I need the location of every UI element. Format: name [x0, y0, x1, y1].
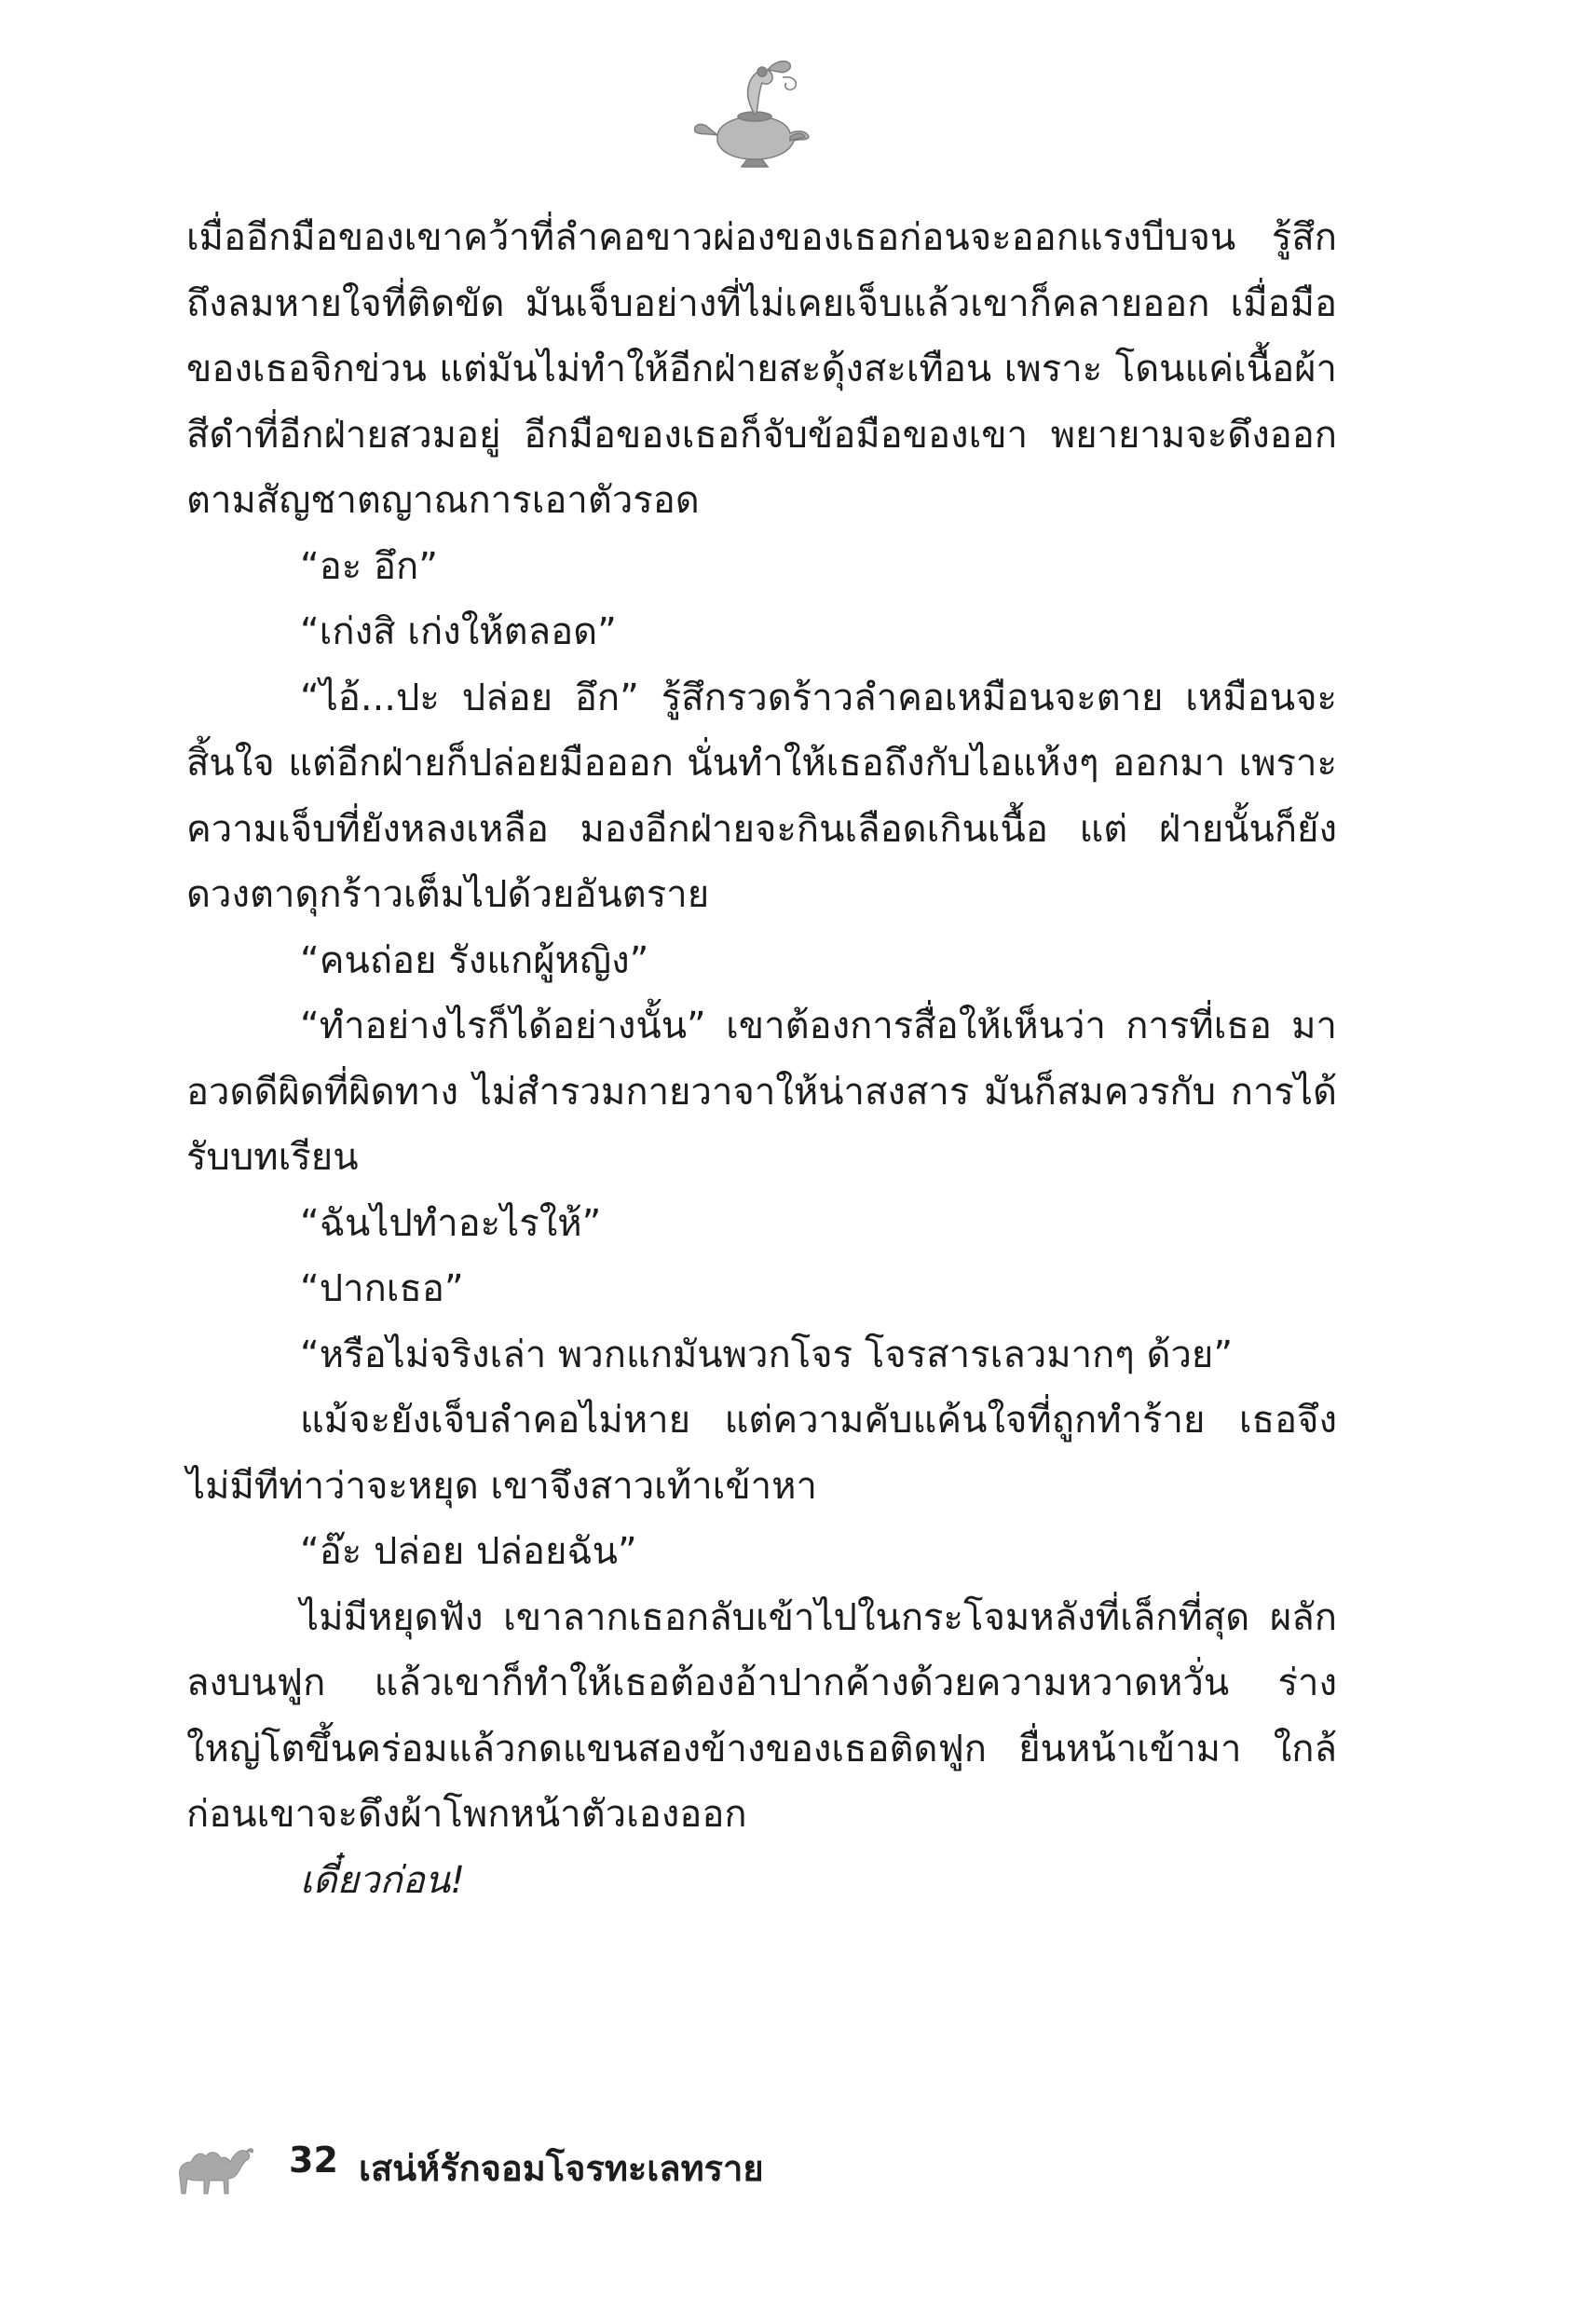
page-number: 32 — [289, 2140, 338, 2181]
paragraph: “อะ อึก” — [300, 544, 438, 588]
camel-icon — [172, 2134, 256, 2199]
book-title: เสน่ห์รักจอมโจรทะเลทราย — [359, 2148, 764, 2189]
paragraph: “ปากเธอ” — [300, 1267, 464, 1310]
paragraph: “หรือไม่จริงเล่า พวกแกมันพวกโจร โจรสารเลวมากๆ ด้วย” — [300, 1333, 1234, 1376]
genie-lamp-icon — [689, 51, 820, 172]
paragraph: ไม่มีหยุดฟัง เขาลากเธอกลับเข้าไปในกระโจมหลังที่เล็กที่สุด ผลักลงบนฟูก แล้วเขาก็ทำให้เธอต้องอ้าปากค้างด้วยความหวาดหวั่น ร่างใหญ่โตขึ้นคร่อมแล้วกดแขนสองข้างของเธอติดฟูก ยื่นหน้าเข้ามา ใกล้ ก่อนเขาจะดึงผ้าโพกหน้าตัวเองออก — [186, 1595, 1337, 1836]
paragraph: แม้จะยังเจ็บลำคอไม่หาย แต่ความคับแค้นใจที่ถูกทำร้าย เธอจึง ไม่มีทีท่าว่าจะหยุด เขาจึงสาวเท้าเข้าหา — [186, 1399, 1337, 1508]
page-body — [186, 205, 1337, 1913]
paragraph: “ทำอย่างไรก็ได้อย่างนั้น” เขาต้องการสื่อให้เห็นว่า การที่เธอ มาอวดดีผิดที่ผิดทาง ไม่สำรวมกายวาจาให้น่าสงสาร มันก็สมควรกับ การได้รับบทเรียน — [186, 1005, 1337, 1179]
paragraph: เมื่ออีกมือของเขาคว้าที่ลำคอขาวผ่องของเธอก่อนจะออกแรงบีบจน รู้สึกถึงลมหายใจที่ติดขัด มันเจ็บอย่างที่ไม่เคยเจ็บแล้วเขาก็คลายออก เมื่อมือของเธอจิกข่วน แต่มันไม่ทำให้อีกฝ่ายสะดุ้งสะเทือน เพราะ โดนแค่เนื้อผ้าสีดำที่อีกฝ่ายสวมอยู่ อีกมือของเธอก็จับข้อมือของเขา พยายามจะดึงออกตามสัญชาตญาณการเอาตัวรอด — [186, 216, 1337, 522]
page-footer — [172, 2125, 825, 2208]
paragraph: “ฉันไปทำอะไรให้” — [300, 1201, 602, 1245]
paragraph: “อ๊ะ ปล่อย ปล่อยฉัน” — [300, 1530, 637, 1573]
paragraph: “ไอ้...ปะ ปล่อย อึก” รู้สึกรวดร้าวลำคอเหมือนจะตาย เหมือนจะ สิ้นใจ แต่อีกฝ่ายก็ปล่อยมือออก นั่นทำให้เธอถึงกับไอแห้งๆ ออกมา เพราะความเจ็บที่ยังหลงเหลือ มองอีกฝ่ายจะกินเลือดเกินเนื้อ แต่ ฝ่ายนั้นก็ยังดวงตาดุกร้าวเต็มไปด้วยอันตราย — [186, 676, 1337, 916]
paragraph: เดี๋ยวก่อน! — [300, 1858, 466, 1902]
paragraph: “เก่งสิ เก่งให้ตลอด” — [300, 610, 617, 653]
paragraph: “คนถ่อย รังแกผู้หญิง” — [300, 938, 649, 982]
